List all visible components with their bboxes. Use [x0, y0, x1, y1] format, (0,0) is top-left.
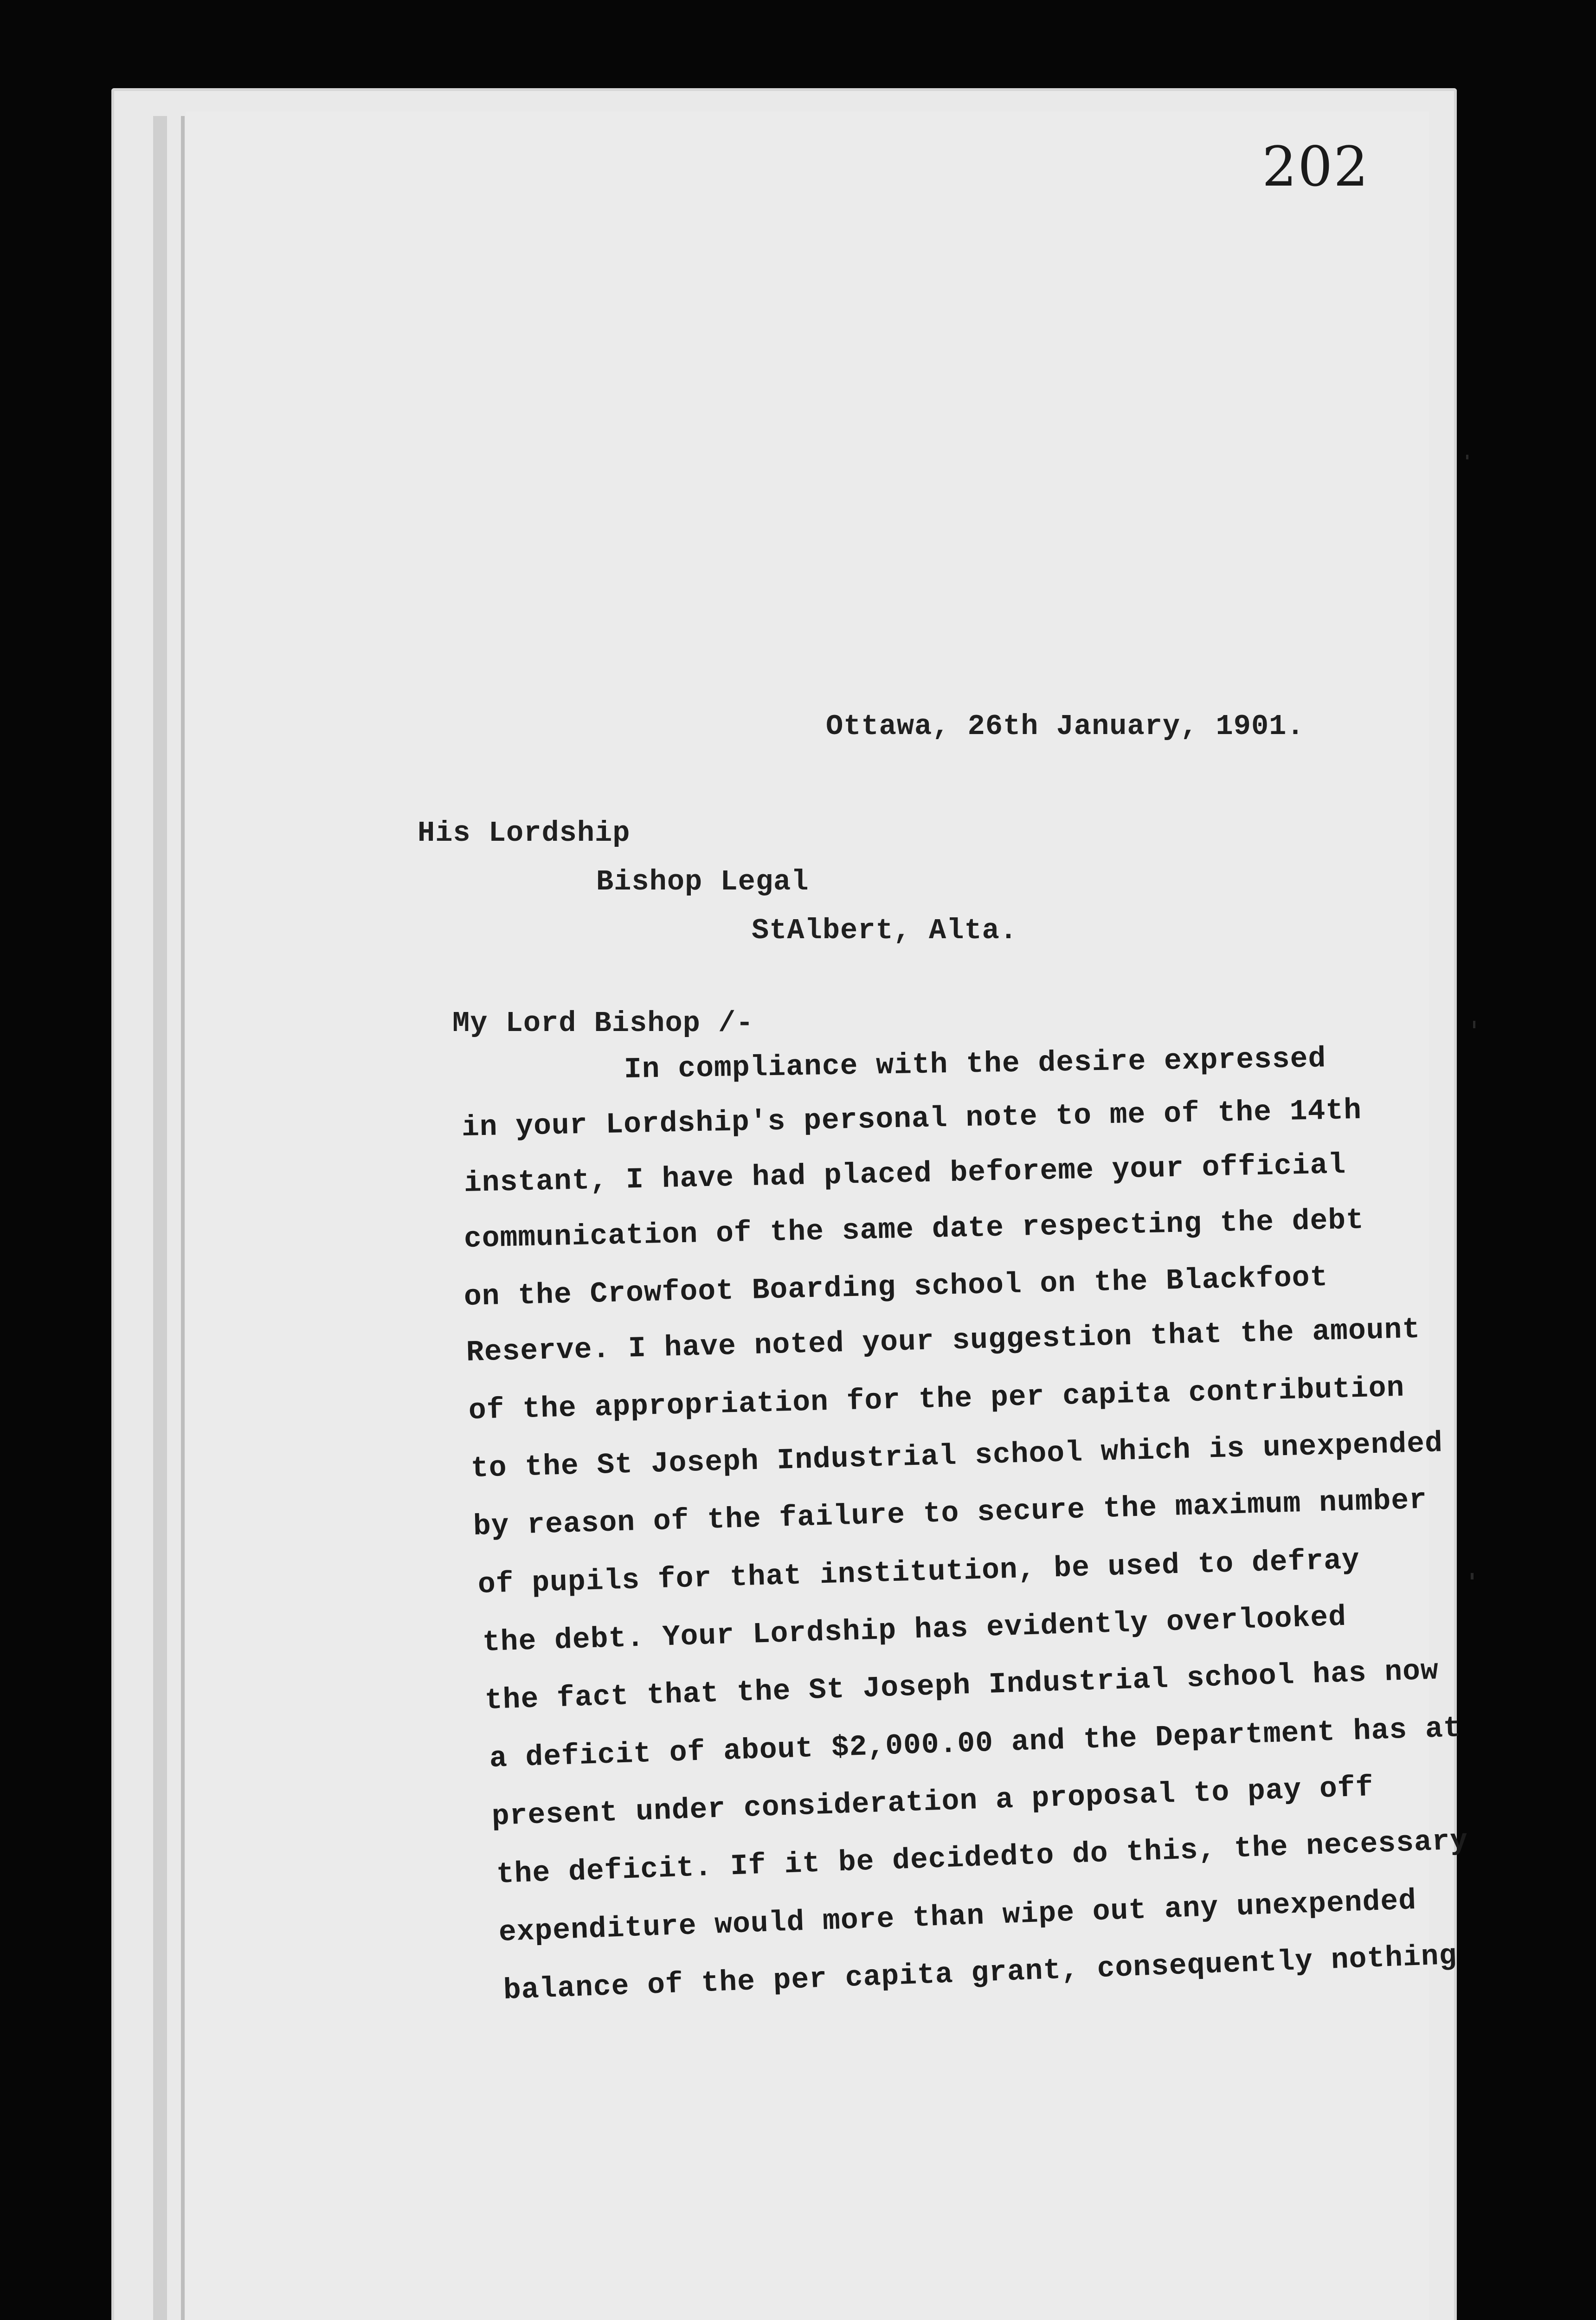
body-line: expenditure would more than wipe out any unexpended	[498, 1884, 1417, 1949]
film-speck	[1473, 1021, 1475, 1028]
recipient-address: StAlbert, Alta.	[752, 914, 1018, 947]
film-speck	[1471, 1573, 1474, 1579]
sheet-edge	[153, 116, 167, 2320]
body-line: communication of the same date respecting the debt	[463, 1204, 1364, 1256]
body-line: on the Crowfoot Boarding school on the Blackfoot	[463, 1261, 1329, 1314]
salutation: My Lord Bishop /-	[452, 1007, 754, 1040]
body-line: instant, I have had placed beforeme your official	[463, 1148, 1346, 1200]
body-line: by reason of the failure to secure the maximum number	[473, 1483, 1428, 1543]
body-line: of pupils for that institution, be used to defray	[477, 1543, 1360, 1601]
body-line: present under consideration a proposal to pay off	[491, 1771, 1374, 1833]
sheet-edge	[181, 116, 185, 2320]
body-line: in your Lordship's personal note to me of the 14th	[461, 1094, 1362, 1144]
recipient-name: Bishop Legal	[596, 865, 809, 898]
recipient-title: His Lordship	[418, 817, 631, 850]
body-line: balance of the per capita grant, consequently nothing	[502, 1939, 1458, 2007]
dateline: Ottawa, 26th January, 1901.	[826, 710, 1305, 743]
body-line: the debt. Your Lordship has evidently overlooked	[482, 1600, 1347, 1659]
body-line: to the St Joseph Industrial school which is unexpended	[470, 1427, 1443, 1485]
page-number: 202	[1262, 135, 1370, 199]
body-line: In compliance with the desire expressed	[624, 1042, 1326, 1086]
body-line: the deficit. If it be decidedto do this, the necessary	[496, 1824, 1469, 1891]
film-speck	[1466, 455, 1468, 459]
body-line: the fact that the St Joseph Industrial school has now	[484, 1654, 1439, 1717]
body-line: of the appropriation for the per capita contribution	[468, 1371, 1405, 1427]
body-line: a deficit of about $2,000.00 and the Department has at	[489, 1712, 1462, 1775]
body-line: Reserve. I have noted your suggestion that the amount	[466, 1313, 1421, 1369]
